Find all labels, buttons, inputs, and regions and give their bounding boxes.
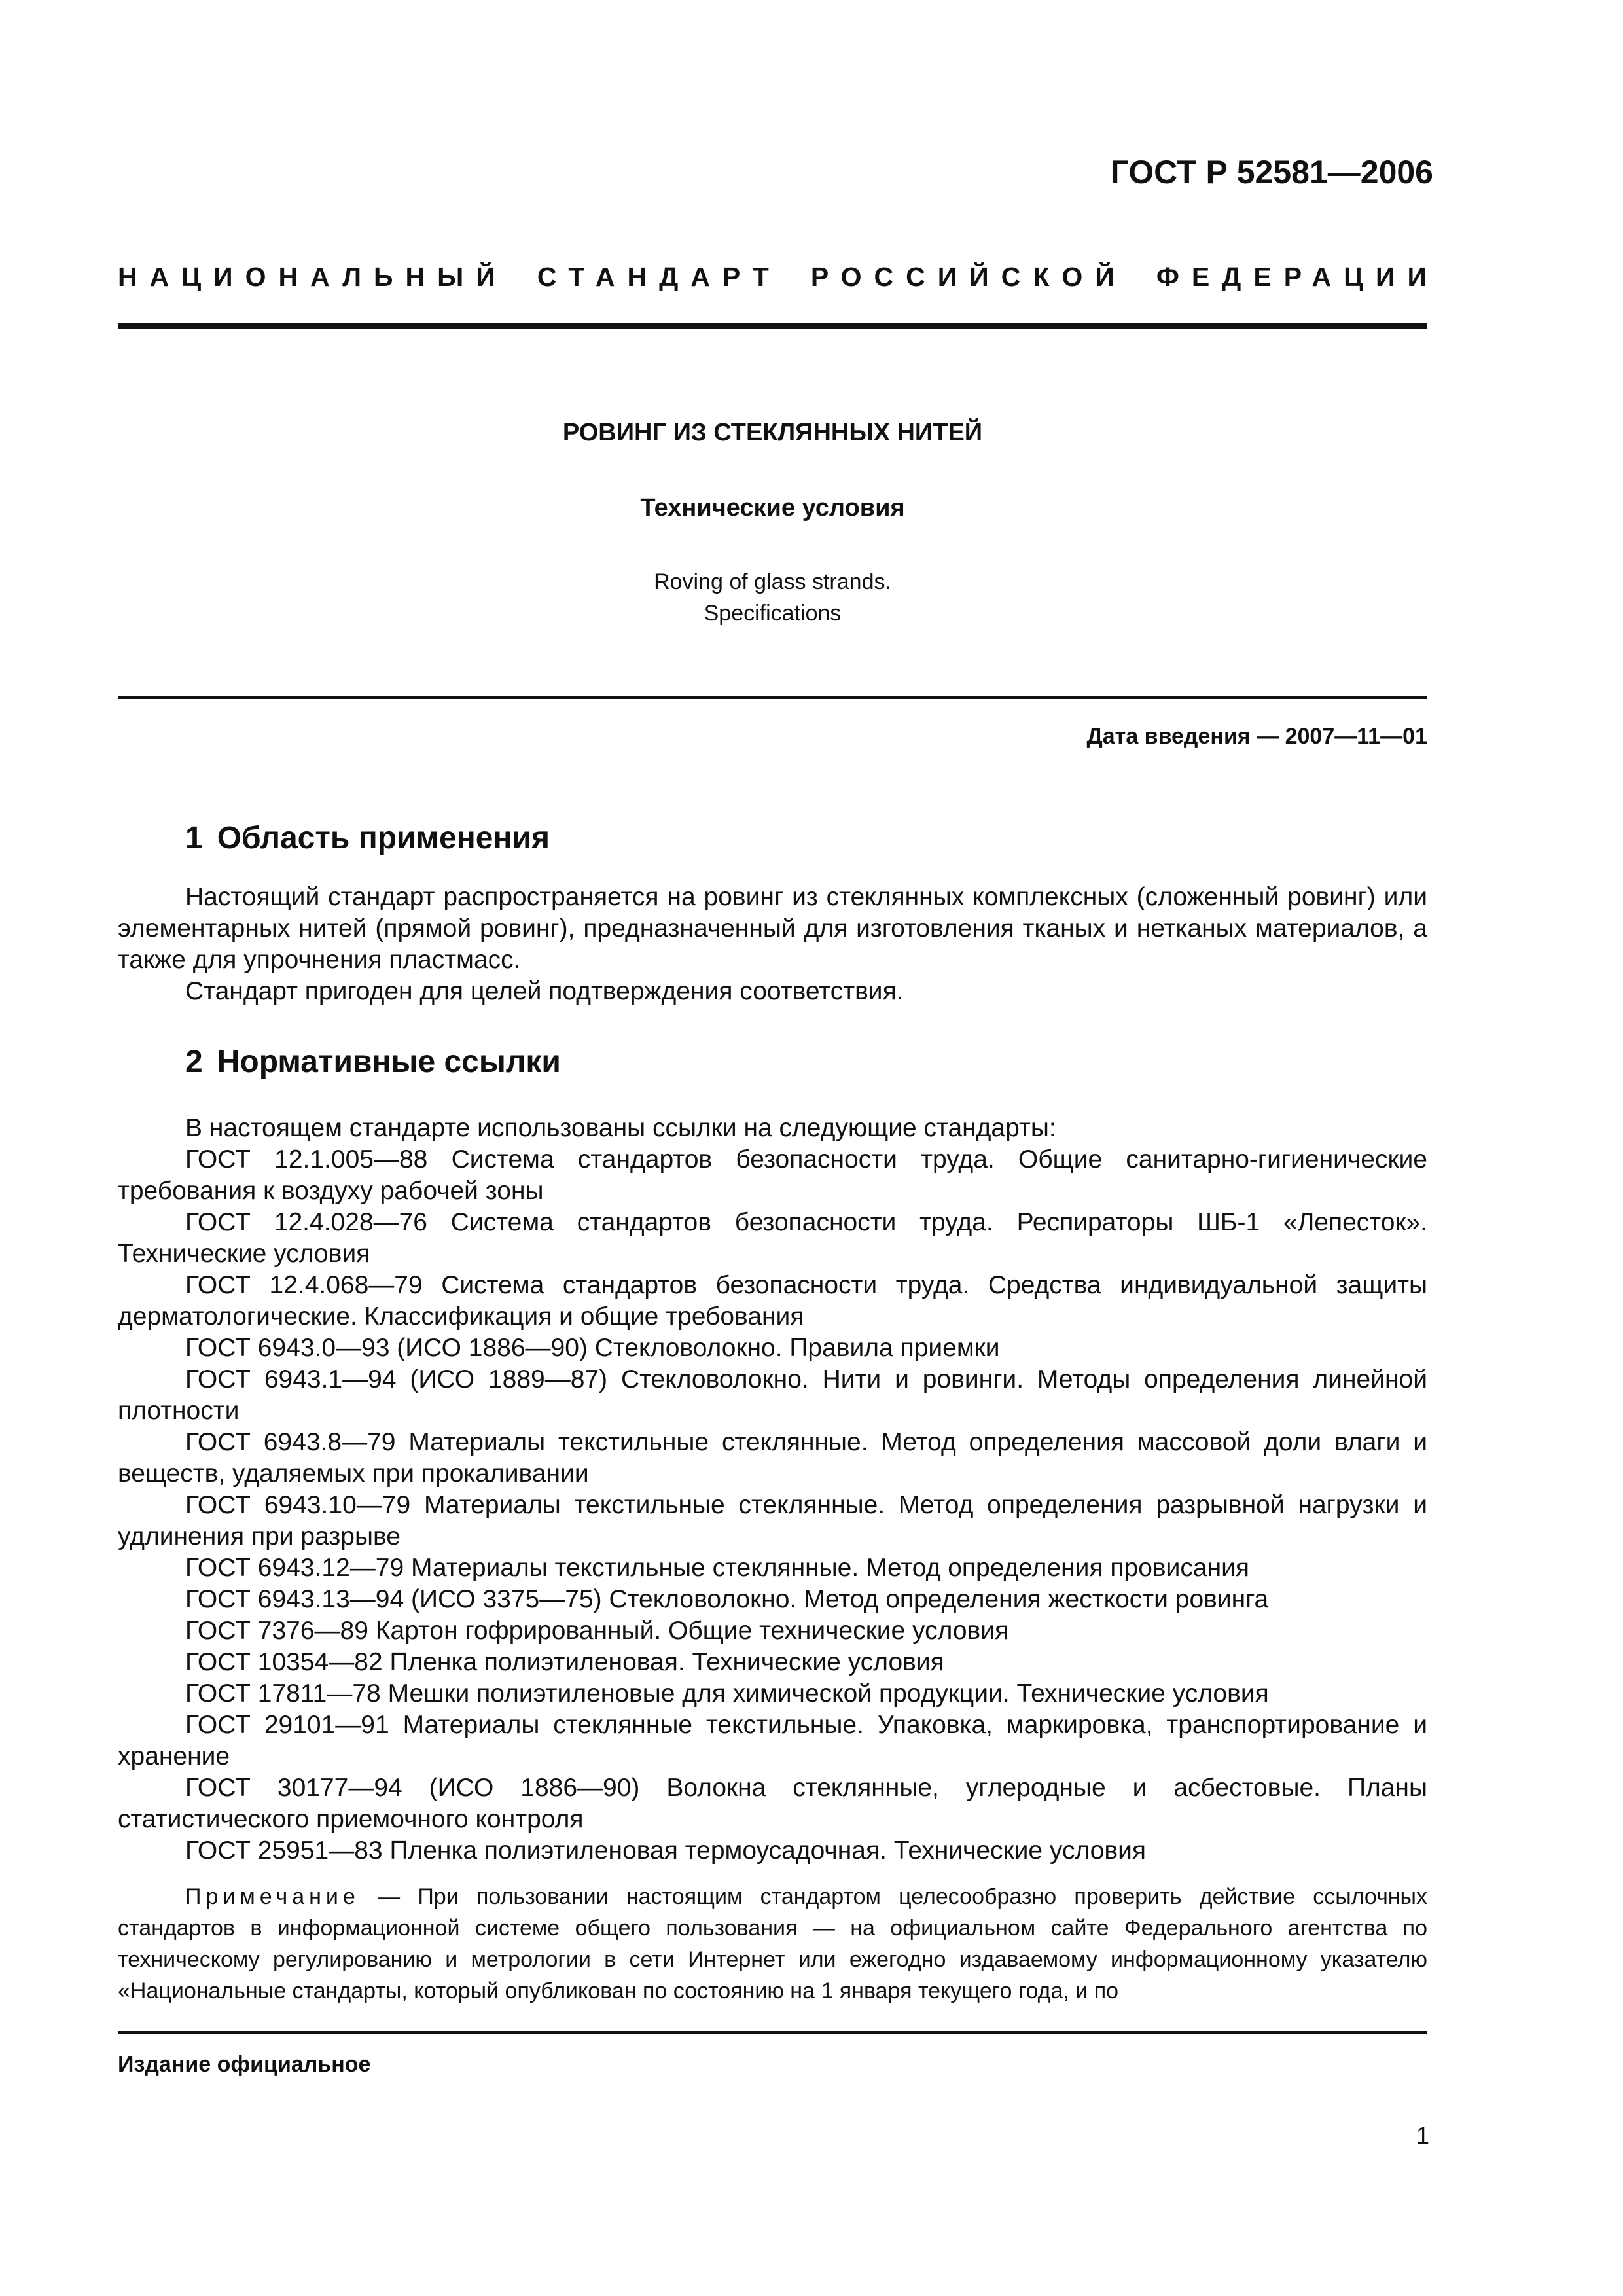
reference-item: ГОСТ 6943.0—93 (ИСО 1886—90) Стекловолокно. Правила приемки [185,1334,1000,1362]
section-title: Область применения [217,821,550,855]
national-standard-header [118,262,1439,292]
section-references-body [118,1113,1427,1867]
reference-item: ГОСТ 6943.1—94 (ИСО 1889—87) Стекловолокно. Нити и ровинги. Методы определения линейной плотности [118,1365,1427,1425]
paragraph: В настоящем стандарте использованы ссылки на следующие стандарты: [185,1114,1056,1142]
reference-item: ГОСТ 6943.12—79 Материалы текстильные стеклянные. Метод определения провисания [185,1554,1250,1582]
section-scope-body [118,882,1427,1007]
note [118,1881,1427,2007]
reference-item: ГОСТ 12.4.068—79 Система стандартов безопасности труда. Средства индивидуальной защиты дерматологические. Классификация и общие требования [118,1271,1427,1331]
note-label: Примечание [185,1884,360,1909]
reference-item: ГОСТ 25951—83 Пленка полиэтиленовая термоусадочная. Технические условия [185,1837,1146,1865]
reference-item: ГОСТ 12.1.005—88 Система стандартов безопасности труда. Общие санитарно-гигиенические требования к воздуху рабочей зоны [118,1145,1427,1205]
reference-item: ГОСТ 6943.13—94 (ИСО 3375—75) Стекловолокно. Метод определения жесткости ровинга [185,1585,1269,1613]
header-word-national: НАЦИОНАЛЬНЫЙ [118,262,508,292]
document-number: ГОСТ Р 52581—2006 [1110,154,1433,190]
header-word-standard: СТАНДАРТ [537,262,781,292]
footer-divider [118,2031,1427,2034]
reference-item: ГОСТ 17811—78 Мешки полиэтиленовые для химической продукции. Технические условия [185,1679,1269,1708]
standard-english-title [118,566,1427,629]
edition-label: Издание официальное [118,2052,371,2077]
english-title-line-1: Roving of glass strands. [654,569,891,594]
title-divider [118,696,1427,699]
reference-item: ГОСТ 30177—94 (ИСО 1886—90) Волокна стеклянные, углеродные и асбестовые. Планы статистического приемочного контроля [118,1774,1427,1833]
introduction-date: Дата введения — 2007—11—01 [1086,724,1427,749]
reference-item: ГОСТ 29101—91 Материалы стеклянные текстильные. Упаковка, маркировка, транспортирование и хранение [118,1711,1427,1770]
header-word-russian: РОССИЙСКОЙ [810,262,1127,292]
section-title: Нормативные ссылки [217,1045,561,1079]
section-number: 2 [185,1045,203,1079]
page-number: 1 [1416,2122,1429,2149]
reference-item: ГОСТ 6943.8—79 Материалы текстильные стеклянные. Метод определения массовой доли влаги и веществ, удаляемых при прокаливании [118,1428,1427,1488]
reference-item: ГОСТ 6943.10—79 Материалы текстильные стеклянные. Метод определения разрывной нагрузки и удлинения при разрыве [118,1491,1427,1551]
reference-item: ГОСТ 10354—82 Пленка полиэтиленовая. Технические условия [185,1648,944,1676]
section-heading-scope [185,823,550,854]
standard-title: РОВИНГ ИЗ СТЕКЛЯННЫХ НИТЕЙ [562,419,983,446]
paragraph: Стандарт пригоден для целей подтверждения соответствия. [185,977,904,1005]
standard-subtitle: Технические условия [640,494,905,522]
section-number: 1 [185,821,203,855]
reference-item: ГОСТ 7376—89 Картон гофрированный. Общие технические условия [185,1617,1009,1645]
header-divider [118,323,1427,329]
reference-item: ГОСТ 12.4.028—76 Система стандартов безопасности труда. Респираторы ШБ-1 «Лепесток». Технические условия [118,1208,1427,1268]
section-heading-normative-references [185,1047,561,1078]
english-title-line-2: Specifications [704,601,842,626]
header-word-federation: ФЕДЕРАЦИИ [1156,262,1439,292]
paragraph: Настоящий стандарт распространяется на ровинг из стеклянных комплексных (сложенный ровинг) или элементарных нитей (прямой ровинг), предназначенный для изготовления тканых и нетканых материалов, а также для упрочнения пластмасс. [118,883,1427,974]
note-text: — При пользовании настоящим стандартом целесообразно проверить действие ссылочных стандартов в информационной системе общего пользования — на официальном сайте Федерального агентства по техническому регулированию и метрологии в сети Интернет или ежегодно издаваемому информационному указателю «Национальные стандарты, который опубликован по состоянию на 1 января текущего года, и по [118,1884,1427,2003]
